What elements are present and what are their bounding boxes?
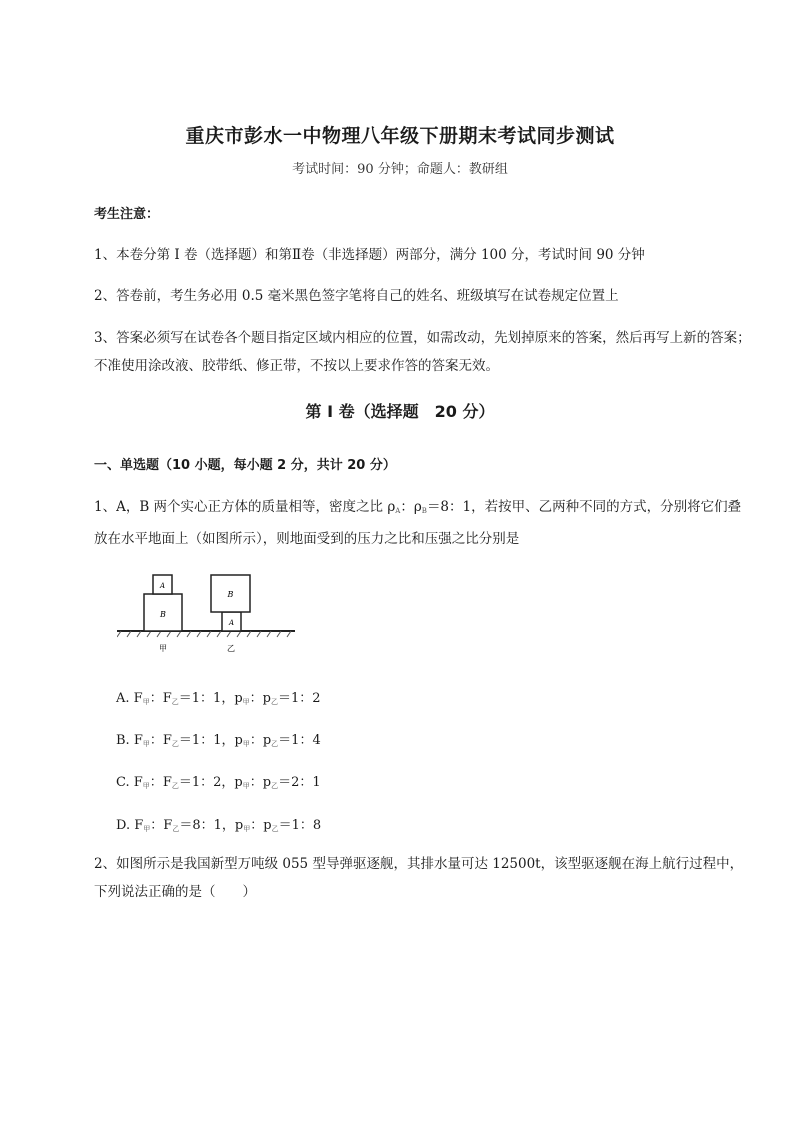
figure-label-yi: 乙 xyxy=(227,644,235,653)
option-d[interactable] xyxy=(116,814,321,834)
sym: ＝ xyxy=(179,818,193,833)
notice-item-1: 1、本卷分第 I 卷（选择题）和第Ⅱ卷（非选择题）两部分，满分 100 分，考试时间 90 分钟 xyxy=(94,247,645,263)
sym: ： xyxy=(249,691,263,706)
subscript-b: B xyxy=(421,507,427,515)
exam-info: 考试时间：90 分钟；命题人：教研组 xyxy=(292,162,508,177)
sub: 甲 xyxy=(143,825,151,833)
block-b-label: B xyxy=(160,610,166,619)
question-1 xyxy=(94,493,754,553)
part-heading: 一、单选题（10 小题，每小题 2 分，共计 20 分） xyxy=(94,458,396,473)
figure-label-jia: 甲 xyxy=(159,644,167,653)
sub: 乙 xyxy=(171,698,179,706)
sub: 甲 xyxy=(142,698,150,706)
q1-text: ＝8：1，若按甲、乙两种不同的方式，分别将它们叠放在水平地面上（如图所示），则地面受到的压力之比和压强之比分别是 xyxy=(94,499,742,547)
sub: 甲 xyxy=(243,825,251,833)
sym: ： xyxy=(149,733,163,748)
pressure-ratio: 2：1 xyxy=(291,775,321,790)
sub: 乙 xyxy=(271,782,279,790)
sub: 甲 xyxy=(242,782,250,790)
sym: ， xyxy=(221,775,235,790)
sym: ： xyxy=(249,733,263,748)
sym: ， xyxy=(221,733,235,748)
force-ratio: 1：1 xyxy=(191,691,222,706)
sub: 甲 xyxy=(242,698,250,706)
sym: ＝ xyxy=(178,733,192,748)
sym: p xyxy=(234,818,244,833)
q1-text: 1、A，B 两个实心正方体的质量相等，密度之比 ρ xyxy=(94,499,396,515)
sym: ： xyxy=(250,818,264,833)
sym: p xyxy=(234,733,243,748)
sym: ： xyxy=(249,775,263,790)
option-a[interactable] xyxy=(116,687,321,707)
sym: ： xyxy=(149,691,163,706)
sym: ＝ xyxy=(278,775,292,790)
sym: ＝ xyxy=(278,733,292,748)
sub: 乙 xyxy=(172,825,180,833)
option-letter: C. xyxy=(116,775,130,790)
sym: ： xyxy=(150,818,164,833)
sym: ＝ xyxy=(278,818,292,833)
sym: F xyxy=(133,775,143,790)
section-title: 第 I 卷（选择题 20 分） xyxy=(305,402,495,421)
sym: ＝ xyxy=(178,775,192,790)
block-a-label: A xyxy=(228,619,235,627)
sym: ， xyxy=(221,818,235,833)
sub: 甲 xyxy=(142,740,150,748)
sym: F xyxy=(163,818,173,833)
block-b-label: B xyxy=(227,590,234,599)
sym: F xyxy=(133,733,143,748)
pressure-ratio: 1：4 xyxy=(291,733,321,748)
sym: p xyxy=(262,733,272,748)
sub: 乙 xyxy=(271,698,278,706)
sub: 乙 xyxy=(271,740,279,748)
option-b[interactable] xyxy=(116,729,321,749)
sym: F xyxy=(133,691,143,706)
notice-item-2: 2、答卷前，考生务必用 0.5 毫米黑色签字笔将自己的姓名、班级填写在试卷规定位置上 xyxy=(94,288,619,304)
sym: ＝ xyxy=(178,691,192,706)
sub: 乙 xyxy=(171,782,179,790)
sym: F xyxy=(162,733,172,748)
sym: ： xyxy=(149,775,163,790)
sym: p xyxy=(263,818,272,833)
force-ratio: 1：2 xyxy=(191,775,222,790)
sym: p xyxy=(262,775,272,790)
sym: p xyxy=(234,691,243,706)
stacking-figure xyxy=(117,567,297,657)
block-a-label: A xyxy=(159,582,166,590)
option-letter: D. xyxy=(116,818,131,833)
option-letter: A. xyxy=(116,691,130,706)
pressure-ratio: 1：2 xyxy=(291,691,321,706)
sym: ， xyxy=(221,691,235,706)
option-c[interactable] xyxy=(116,771,321,791)
sub: 甲 xyxy=(142,782,150,790)
question-2: 2、如图所示是我国新型万吨级 055 型导弹驱逐舰，其排水量可达 12500t，该型驱逐舰在海上航行过程中，下列说法正确的是（ ） xyxy=(94,856,744,900)
sym: F xyxy=(162,691,172,706)
sub: 乙 xyxy=(271,825,279,833)
q1-text: ：ρ xyxy=(400,499,422,515)
sym: p xyxy=(262,691,271,706)
sub: 乙 xyxy=(171,740,179,748)
pressure-ratio: 1：8 xyxy=(291,818,322,833)
sub: 甲 xyxy=(242,740,250,748)
page-title: 重庆市彭水一中物理八年级下册期末考试同步测试 xyxy=(185,125,615,147)
sym: p xyxy=(234,775,243,790)
sym: F xyxy=(134,818,144,833)
notice-item-3: 3、答案必须写在试卷各个题目指定区域内相应的位置，如需改动，先划掉原来的答案，然后再写上新的答案；不准使用涂改液、胶带纸、修正带，不按以上要求作答的答案无效。 xyxy=(94,330,751,374)
force-ratio: 8：1 xyxy=(192,818,222,833)
notice-heading: 考生注意： xyxy=(94,207,160,222)
sym: F xyxy=(162,775,172,790)
sym: ＝ xyxy=(278,691,292,706)
force-ratio: 1：1 xyxy=(191,733,222,748)
subscript-a: A xyxy=(395,507,401,515)
option-letter: B. xyxy=(116,733,130,748)
